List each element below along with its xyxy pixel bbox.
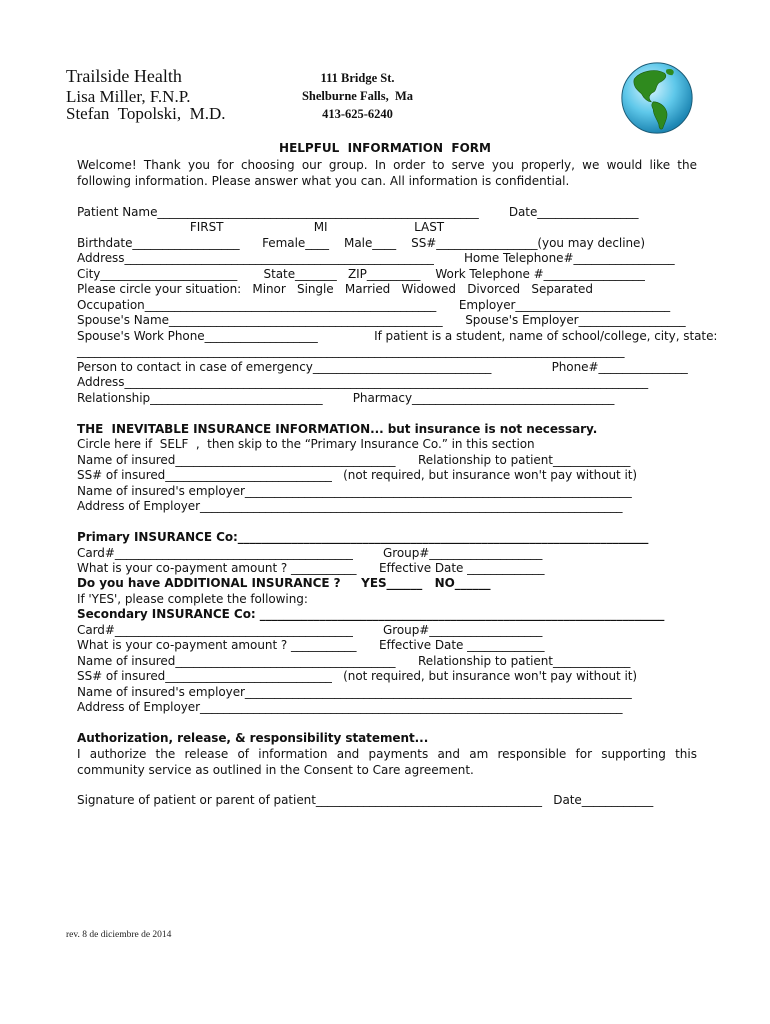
patient-name-line[interactable]: Patient Name______________________________________________________ Date_________________ [77, 205, 639, 219]
intro-text: Welcome! Thank you for choosing our group. In order to serve you properly, we would like the following information. Please answer what you can. All information is confidential. [77, 158, 697, 188]
secondary-insurance-heading[interactable]: Secondary INSURANCE Co: ____________________________________________________________________ [77, 607, 665, 621]
insured-employer-line[interactable]: Name of insured's employer_________________________________________________________________ [77, 484, 632, 498]
revision-note: rev. 8 de diciembre de 2014 [66, 930, 172, 940]
relationship-pharmacy-line[interactable]: Relationship_____________________________ Pharmacy__________________________________ [77, 391, 615, 405]
secondary-insured-employer-line[interactable]: Name of insured's employer_________________________________________________________________ [77, 685, 632, 699]
if-yes-instruction: If 'YES', please complete the following: [77, 592, 308, 606]
primary-copay-line[interactable]: What is your co-payment amount ? ___________ Effective Date _____________ [77, 561, 545, 575]
secondary-employer-address-line[interactable]: Address of Employer_______________________________________________________________________ [77, 700, 623, 714]
spouse-work-phone-line[interactable]: Spouse's Work Phone___________________ If patient is a student, name of school/college, city, state: [77, 329, 718, 343]
occupation-line[interactable]: Occupation_________________________________________________ Employer__________________________ [77, 298, 671, 312]
primary-insurance-heading[interactable]: Primary INSURANCE Co:_____________________________________________________________________ [77, 530, 649, 544]
additional-insurance-question[interactable]: Do you have ADDITIONAL INSURANCE ? YES______ NO______ [77, 576, 491, 590]
employer-address-line[interactable]: Address of Employer_______________________________________________________________________ [77, 499, 623, 513]
primary-card-line[interactable]: Card#________________________________________ Group#___________________ [77, 546, 543, 560]
authorization-heading: Authorization, release, & responsibility statement... [77, 731, 429, 745]
secondary-insured-ss-line[interactable]: SS# of insured____________________________ (not required, but insurance won't pay without it) [77, 669, 638, 683]
provider-name-1: Lisa Miller, F.N.P. [66, 87, 191, 106]
name-parts-labels: FIRST MI LAST [77, 220, 445, 234]
address-line[interactable]: Address____________________________________________________ Home Telephone#_________________ [77, 251, 675, 265]
globe-icon [619, 60, 695, 136]
insured-name-line[interactable]: Name of insured_____________________________________ Relationship to patient_____________ [77, 453, 631, 467]
secondary-card-line[interactable]: Card#________________________________________ Group#___________________ [77, 623, 543, 637]
authorization-text: I authorize the release of information and payments and am responsible for supporting this community service as outlined in the Consent to Care agreement. [77, 747, 697, 777]
self-line[interactable]: Circle here if SELF , then skip to the “Primary Insurance Co.” in this section [77, 437, 535, 451]
address-street: 111 Bridge St. [320, 71, 395, 85]
address-city: Shelburne Falls, Ma [301, 89, 414, 103]
emergency-address-line[interactable]: Address________________________________________________________________________________________ [77, 375, 649, 389]
situation-line[interactable]: Please circle your situation: Minor Single Married Widowed Divorced Separated [77, 282, 593, 296]
form-title: HELPFUL INFORMATION FORM [279, 141, 491, 155]
provider-name-2: Stefan Topolski, M.D. [66, 104, 226, 123]
signature-line[interactable]: Signature of patient or parent of patient______________________________________ Date____________ [77, 793, 654, 807]
insurance-heading: THE INEVITABLE INSURANCE INFORMATION... but insurance is not necessary. [77, 422, 598, 436]
phone-number: 413-625-6240 [322, 107, 393, 121]
org-name: Trailside Health [66, 66, 182, 86]
secondary-copay-line[interactable]: What is your co-payment amount ? ___________ Effective Date _____________ [77, 638, 545, 652]
emergency-contact-line[interactable]: Person to contact in case of emergency______________________________ Phone#_______________ [77, 360, 688, 374]
school-line[interactable]: ____________________________________________________________________________________________ [77, 344, 625, 358]
city-line[interactable]: City_______________________ State_______ ZIP_________ Work Telephone #_________________ [77, 267, 645, 281]
birthdate-line[interactable]: Birthdate__________________ Female____ Male____ SS#_________________(you may decline) [77, 236, 646, 250]
secondary-insured-name-line[interactable]: Name of insured_____________________________________ Relationship to patient_____________ [77, 654, 631, 668]
spouse-name-line[interactable]: Spouse's Name______________________________________________ Spouse's Employer__________________ [77, 313, 686, 327]
insured-ss-line[interactable]: SS# of insured____________________________ (not required, but insurance won't pay without it) [77, 468, 638, 482]
